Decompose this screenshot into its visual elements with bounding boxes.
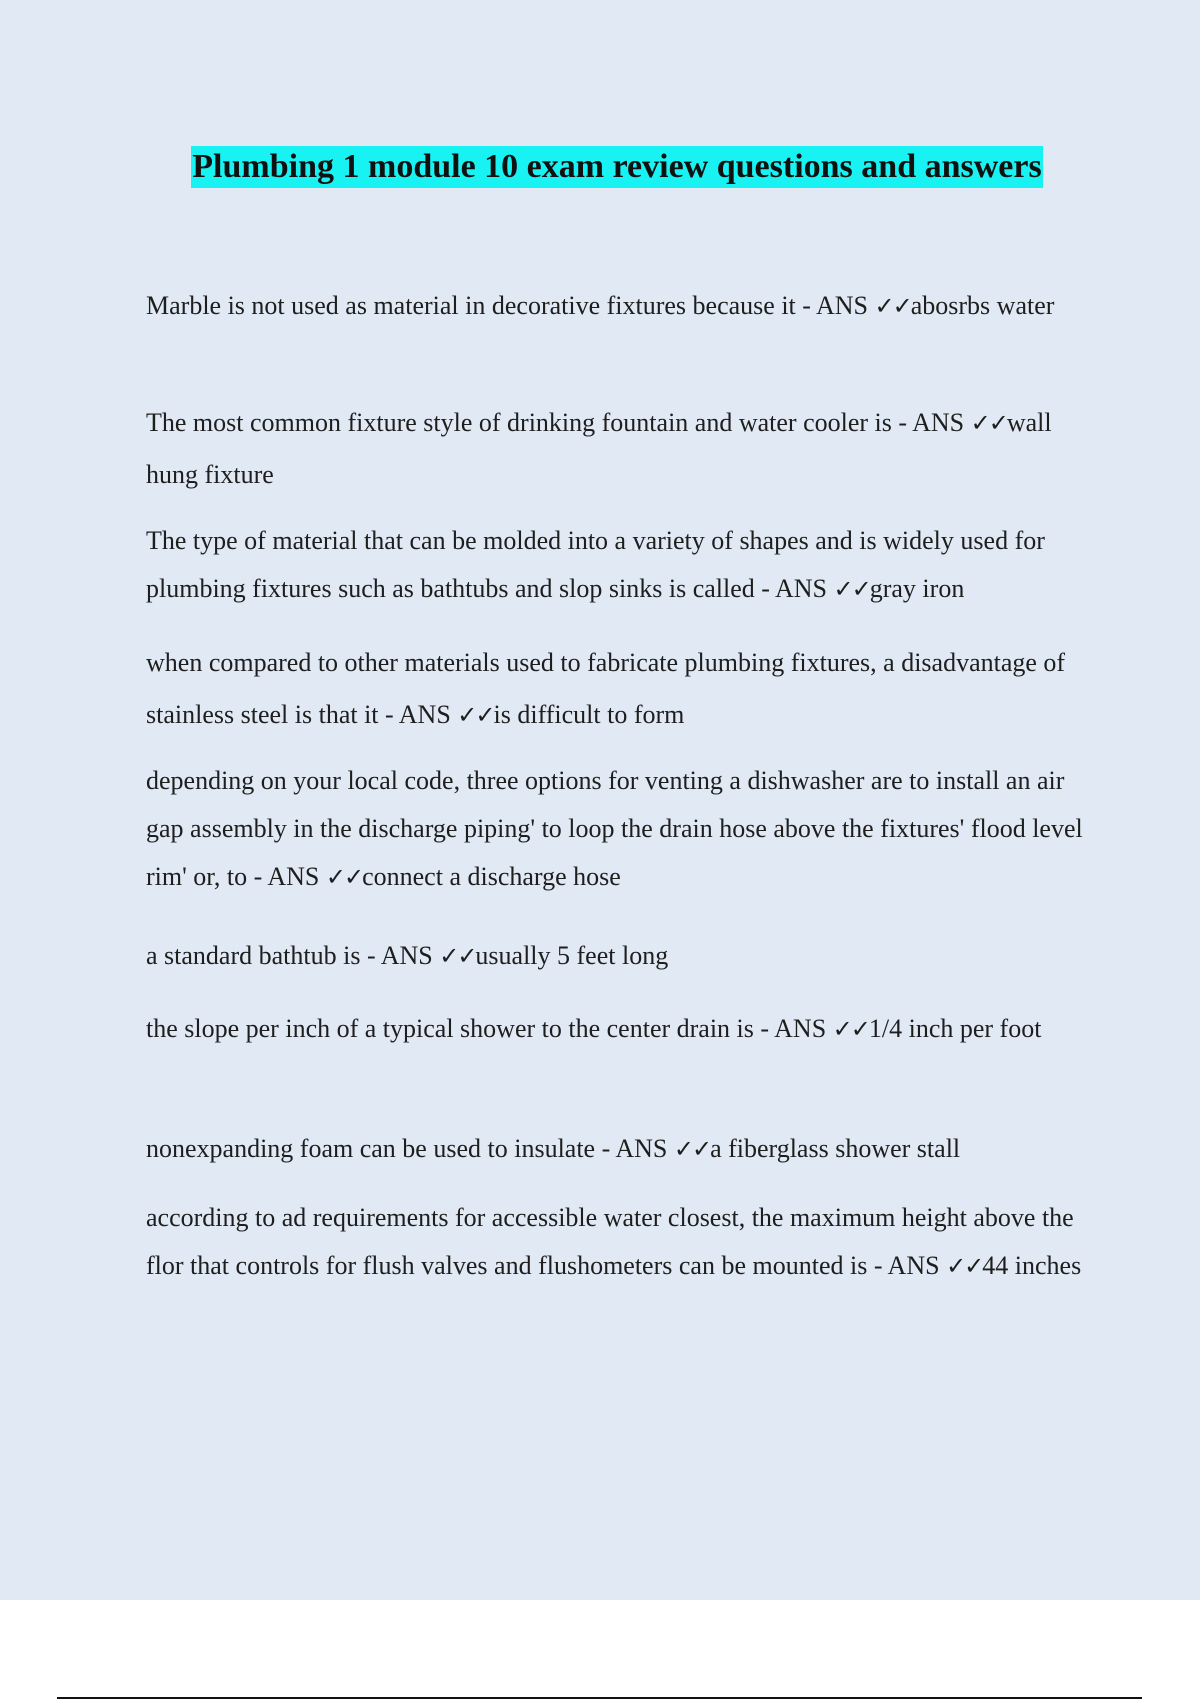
- question-text: the slope per inch of a typical shower to the center drain is -: [146, 1014, 775, 1043]
- qa-item: [146, 637, 1086, 741]
- check-mark-icon: ✓✓: [673, 1135, 711, 1163]
- answer-label: ANS: [887, 1251, 940, 1280]
- answer-label: ANS: [774, 1014, 827, 1043]
- answer-text: usually 5 feet long: [475, 941, 669, 970]
- footer-divider: [57, 1697, 1142, 1699]
- answer-text: connect a discharge hose: [362, 862, 621, 891]
- question-text: according to ad requirements for accessible water closest, the maximum height above the flor that controls for flush valves and flushometers can be mounted is -: [146, 1203, 1074, 1280]
- question-text: Marble is not used as material in decorative fixtures because it -: [146, 291, 816, 320]
- qa-item: [146, 1123, 1086, 1175]
- answer-label: ANS: [816, 291, 869, 320]
- check-mark-icon: ✓✓: [833, 575, 870, 603]
- title-container: [0, 146, 1200, 188]
- check-mark-icon: ✓✓: [946, 1252, 983, 1280]
- answer-text: is difficult to form: [493, 700, 685, 729]
- question-text: The most common fixture style of drinking fountain and water cooler is -: [146, 408, 913, 437]
- answer-label: ANS: [912, 408, 965, 437]
- question-text: depending on your local code, three options for venting a dishwasher are to install an air gap assembly in the discharge piping' to loop the drain hose above the fixtures' flood level rim' or, to -: [146, 766, 1083, 891]
- question-text: The type of material that can be molded into a variety of shapes and is widely used for plumbing fixtures such as bathtubs and slop sinks is called -: [146, 526, 1045, 603]
- document-title: Plumbing 1 module 10 exam review questions and answers: [191, 146, 1042, 188]
- answer-text: wall hung fixture: [146, 408, 1052, 489]
- check-mark-icon: ✓✓: [970, 409, 1007, 437]
- check-mark-icon: ✓✓: [457, 701, 494, 729]
- qa-item: [146, 517, 1086, 613]
- answer-text: a fiberglass shower stall: [710, 1134, 961, 1163]
- check-mark-icon: ✓✓: [325, 863, 363, 891]
- check-mark-icon: ✓✓: [439, 942, 476, 970]
- answer-label: ANS: [398, 700, 451, 729]
- qa-item: [146, 397, 1086, 501]
- qa-item: [146, 280, 1086, 332]
- answer-label: ANS: [267, 862, 320, 891]
- answer-label: ANS: [380, 941, 433, 970]
- qa-item: [146, 930, 1086, 982]
- answer-label: ANS: [775, 574, 828, 603]
- question-text: a standard bathtub is -: [146, 941, 381, 970]
- question-text: when compared to other materials used to fabricate plumbing fixtures, a disadvantage of stainless steel is that it -: [146, 648, 1066, 729]
- qa-item: [146, 757, 1086, 901]
- answer-text: 1/4 inch per foot: [868, 1014, 1042, 1043]
- check-mark-icon: ✓✓: [874, 292, 911, 320]
- answer-text: 44 inches: [982, 1251, 1082, 1280]
- answer-label: ANS: [615, 1134, 668, 1163]
- qa-item: [146, 1003, 1086, 1055]
- answer-text: gray iron: [869, 574, 965, 603]
- qa-item: [146, 1194, 1086, 1290]
- answer-text: abosrbs water: [910, 291, 1055, 320]
- check-mark-icon: ✓✓: [832, 1015, 869, 1043]
- question-text: nonexpanding foam can be used to insulate -: [146, 1134, 616, 1163]
